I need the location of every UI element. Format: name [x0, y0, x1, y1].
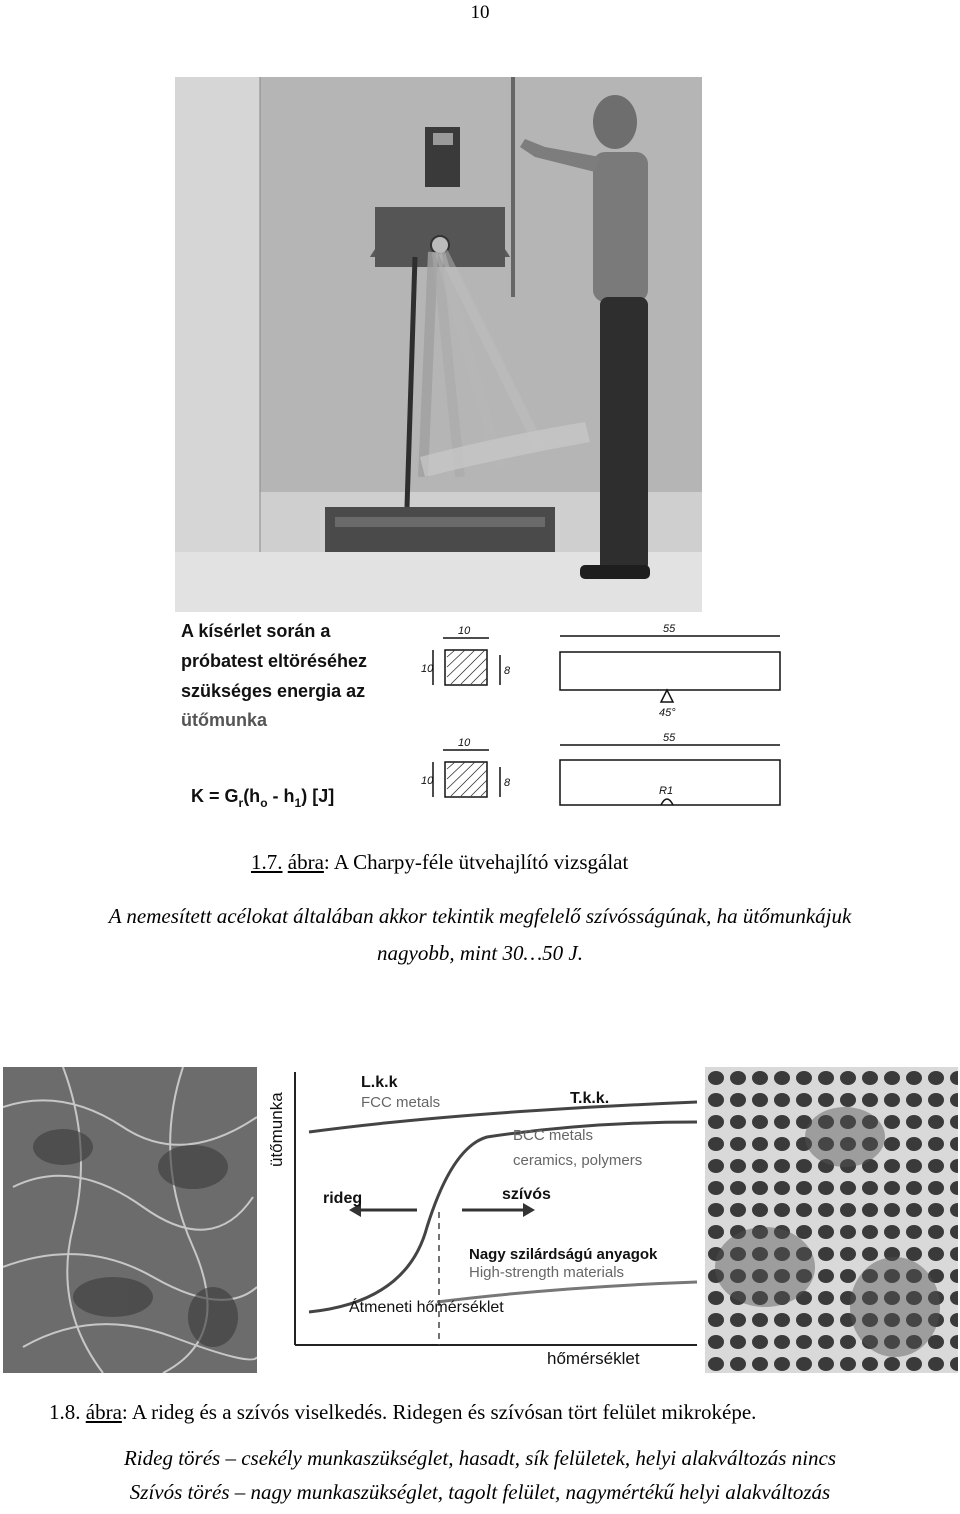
charpy-machine-photo [175, 77, 702, 612]
brittle-label: rideg [323, 1190, 363, 1207]
dim-bottom-width: 10 [458, 737, 471, 749]
paragraph-2-line2: Szívós törés – nagy munkaszükséglet, tagolt felület, nagymértékű helyi alakváltozás [129, 1480, 831, 1504]
caption-word: ábra [287, 850, 324, 874]
dim-bottom-height-left: 10 [421, 775, 434, 787]
caption-number: 1.8. [49, 1400, 81, 1424]
paragraph-1-line2: nagyobb, mint 30…50 J. [377, 941, 583, 965]
diagram-text-line4: ütőmunka [181, 710, 268, 730]
bar-bottom-length: 55 [663, 732, 676, 744]
high-strength-label-hu: Nagy szilárdságú anyagok [469, 1246, 658, 1263]
ductile-fracture-micrograph [705, 1067, 958, 1373]
high-strength-label-en: High-strength materials [469, 1264, 625, 1281]
formula: $K = G_r(h_o - h_1)$ [J] [191, 786, 335, 810]
caption-number: 1.7. [251, 850, 283, 874]
bar-top-length: 55 [663, 623, 676, 635]
ductile-label: szívós [502, 1186, 551, 1203]
brittle-fracture-micrograph [3, 1067, 257, 1373]
transition-graph [257, 1067, 705, 1373]
transition-label: Átmeneti hőmérséklet [349, 1299, 504, 1316]
dim-bottom-height-right: 8 [504, 777, 511, 789]
caption-word: ábra [85, 1400, 122, 1424]
diagram-text-line2: próbatest eltöréséhez [181, 651, 368, 671]
caption-text: : A rideg és a szívós viselkedés. Ridegen és szívósan tört felület mikroképe. [121, 1400, 757, 1424]
figure-1-8-caption [49, 1400, 756, 1425]
fcc-label-hu: L.k.k [361, 1074, 398, 1091]
diagram-text-line1: A kísérlet során a [181, 621, 331, 641]
paragraph-2-line1: Rideg törés – csekély munkaszükséglet, hasadt, sík felületek, helyi alakváltozás nincs [123, 1446, 837, 1470]
bcc-label-hu: T.k.k. [570, 1090, 610, 1107]
dim-top-height-left: 10 [421, 663, 434, 675]
diagram-text-line3: szükséges energia az [181, 681, 366, 701]
bcc-label-en2: ceramics, polymers [513, 1152, 643, 1169]
bcc-label-en1: BCC metals [513, 1127, 594, 1144]
dim-top-width: 10 [458, 625, 471, 637]
charpy-specimen-diagram [175, 612, 787, 827]
page-number: 10 [470, 2, 490, 23]
caption-text: : A Charpy-féle ütvehajlító vizsgálat [323, 850, 629, 874]
x-axis-label: hőmérséklet [547, 1349, 640, 1368]
figure-1-7-caption [251, 850, 628, 875]
fcc-label-en: FCC metals [361, 1094, 441, 1111]
notch-angle: 45° [659, 707, 676, 719]
notch-radius: R1 [659, 785, 674, 797]
y-axis-label: ütőmunka [267, 1092, 286, 1167]
dim-top-height-right: 8 [504, 665, 511, 677]
paragraph-1-line1: A nemesített acélokat általában akkor tekintik megfelelő szívósságúnak, ha ütőmunkájuk [108, 904, 852, 928]
